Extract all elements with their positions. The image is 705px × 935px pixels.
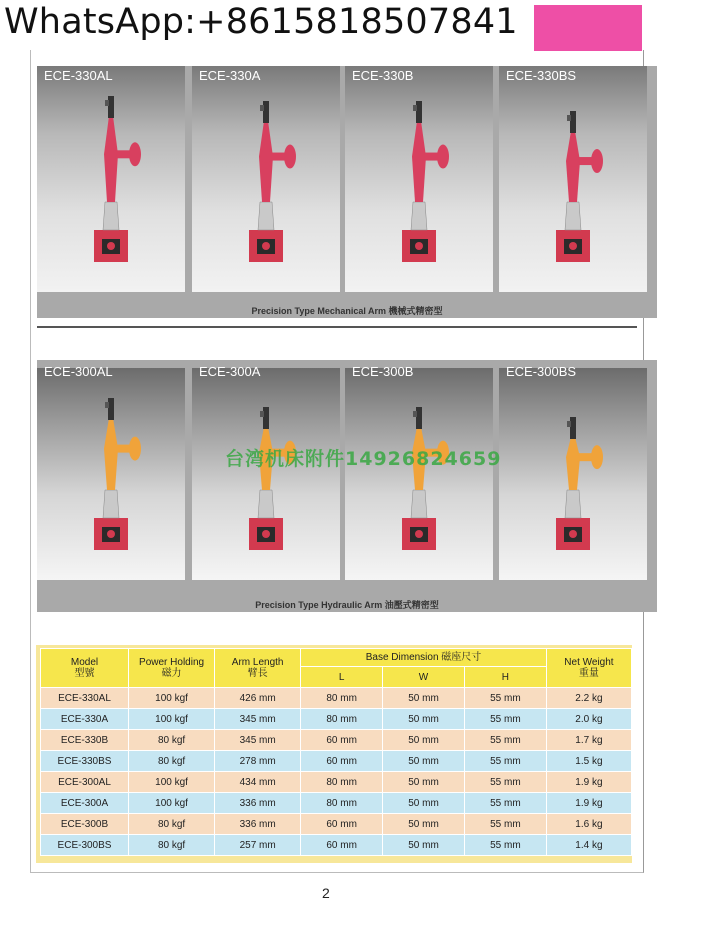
table-row bbox=[41, 751, 632, 772]
clamp-knob bbox=[129, 437, 141, 461]
header-arm-length bbox=[215, 649, 301, 688]
table-cell: 100 kgf bbox=[129, 709, 215, 730]
holder-screw bbox=[567, 421, 571, 427]
base-switch bbox=[107, 530, 115, 538]
seller-watermark: 台湾机床附件14926824659 bbox=[225, 448, 502, 470]
table-cell: 55 mm bbox=[464, 814, 546, 835]
magnetic-base-arm-illustration bbox=[37, 66, 185, 292]
header-base-w: W bbox=[383, 667, 465, 688]
product-panel bbox=[37, 364, 185, 580]
product-model-label: ECE-330A bbox=[199, 68, 261, 83]
indicator-holder bbox=[416, 101, 422, 123]
table-cell: 55 mm bbox=[464, 772, 546, 793]
table-cell: ECE-330BS bbox=[41, 751, 129, 772]
table-cell: 60 mm bbox=[301, 835, 383, 856]
arm-joint bbox=[567, 451, 579, 463]
header-power-holding bbox=[129, 649, 215, 688]
section-caption: Precision Type Mechanical Arm 機械式精密型 bbox=[251, 306, 443, 316]
indicator-holder bbox=[263, 407, 269, 429]
table-cell: 2.0 kg bbox=[546, 709, 631, 730]
product-panel bbox=[499, 364, 647, 580]
table-cell: ECE-300BS bbox=[41, 835, 129, 856]
product-panel bbox=[192, 364, 340, 580]
base-column bbox=[103, 202, 119, 230]
header-model-cn: 型號 bbox=[74, 668, 95, 679]
table-cell: 50 mm bbox=[383, 730, 465, 751]
table-cell: 2.2 kg bbox=[546, 688, 631, 709]
header-arm-cn: 臂長 bbox=[247, 668, 268, 679]
table-cell: 50 mm bbox=[383, 835, 465, 856]
table-cell: 55 mm bbox=[464, 751, 546, 772]
base-column bbox=[565, 202, 581, 230]
section-caption: Precision Type Hydraulic Arm 油壓式精密型 bbox=[255, 600, 439, 610]
table-cell: 60 mm bbox=[301, 814, 383, 835]
header-base-dimension: Base Dimension 磁座尺寸 bbox=[301, 649, 547, 667]
table-cell: 80 mm bbox=[301, 688, 383, 709]
mechanical-arm-section bbox=[37, 66, 657, 318]
base-column bbox=[258, 490, 274, 518]
table-row bbox=[41, 814, 632, 835]
base-column bbox=[258, 202, 274, 230]
table-cell: 55 mm bbox=[464, 688, 546, 709]
table-cell: ECE-330A bbox=[41, 709, 129, 730]
holder-screw bbox=[567, 115, 571, 121]
header-base-l: L bbox=[301, 667, 383, 688]
product-model-label: ECE-300B bbox=[352, 364, 414, 379]
table-cell: 80 mm bbox=[301, 709, 383, 730]
table-cell: 345 mm bbox=[215, 709, 301, 730]
arm-joint bbox=[413, 151, 425, 163]
table-cell: 100 kgf bbox=[129, 688, 215, 709]
header-power-en: Power Holding bbox=[139, 657, 205, 668]
arm-joint bbox=[567, 155, 579, 167]
clamp-knob bbox=[437, 145, 449, 169]
header-net-weight bbox=[546, 649, 631, 688]
base-column bbox=[411, 202, 427, 230]
magnetic-base-arm-illustration bbox=[499, 368, 647, 580]
base-column bbox=[411, 490, 427, 518]
indicator-holder bbox=[416, 407, 422, 429]
holder-screw bbox=[260, 105, 264, 111]
magnetic-base-arm-illustration bbox=[37, 368, 185, 580]
magnetic-base-arm-illustration bbox=[192, 66, 340, 292]
table-cell: 50 mm bbox=[383, 688, 465, 709]
product-panel bbox=[37, 66, 185, 292]
base-switch bbox=[262, 530, 270, 538]
table-cell: 100 kgf bbox=[129, 772, 215, 793]
table-cell: 345 mm bbox=[215, 730, 301, 751]
base-column bbox=[103, 490, 119, 518]
indicator-holder bbox=[108, 398, 114, 420]
table-cell: 1.5 kg bbox=[546, 751, 631, 772]
table-cell: 80 mm bbox=[301, 793, 383, 814]
holder-screw bbox=[260, 411, 264, 417]
arm-joint bbox=[105, 148, 117, 160]
product-model-label: ECE-330BS bbox=[506, 68, 577, 83]
table-cell: ECE-300B bbox=[41, 814, 129, 835]
product-model-label: ECE-300AL bbox=[44, 364, 113, 379]
product-panel bbox=[192, 66, 340, 292]
arm-body bbox=[566, 437, 580, 490]
table-cell: ECE-300A bbox=[41, 793, 129, 814]
clamp-knob bbox=[284, 145, 296, 169]
table-row bbox=[41, 730, 632, 751]
arm-joint bbox=[105, 443, 117, 455]
arm-joint bbox=[260, 151, 272, 163]
holder-screw bbox=[105, 402, 109, 408]
indicator-holder bbox=[570, 417, 576, 439]
clamp-knob bbox=[129, 142, 141, 166]
magnetic-base-arm-illustration bbox=[499, 66, 647, 292]
product-model-label: ECE-330AL bbox=[44, 68, 113, 83]
base-switch bbox=[569, 530, 577, 538]
table-cell: 434 mm bbox=[215, 772, 301, 793]
table-cell: 80 kgf bbox=[129, 730, 215, 751]
table-cell: 55 mm bbox=[464, 709, 546, 730]
base-switch bbox=[415, 242, 423, 250]
table-cell: 336 mm bbox=[215, 793, 301, 814]
magnetic-base-arm-illustration bbox=[345, 66, 493, 292]
hydraulic-arm-section bbox=[37, 360, 657, 612]
table-cell: 80 mm bbox=[301, 772, 383, 793]
specification-table bbox=[40, 648, 632, 856]
table-cell: ECE-330AL bbox=[41, 688, 129, 709]
header-weight-cn: 重量 bbox=[578, 668, 599, 679]
table-row bbox=[41, 709, 632, 730]
holder-screw bbox=[413, 105, 417, 111]
magnetic-base-arm-illustration bbox=[345, 368, 493, 580]
base-switch bbox=[569, 242, 577, 250]
specification-table-panel bbox=[36, 645, 632, 863]
table-cell: 60 mm bbox=[301, 730, 383, 751]
table-cell: 1.4 kg bbox=[546, 835, 631, 856]
table-cell: 55 mm bbox=[464, 835, 546, 856]
product-model-label: ECE-300A bbox=[199, 364, 261, 379]
indicator-holder bbox=[108, 96, 114, 118]
base-switch bbox=[107, 242, 115, 250]
product-panel bbox=[345, 364, 493, 580]
table-cell: 426 mm bbox=[215, 688, 301, 709]
section-divider bbox=[37, 326, 637, 328]
table-cell: 336 mm bbox=[215, 814, 301, 835]
table-cell: 1.9 kg bbox=[546, 793, 631, 814]
specification-table-body bbox=[41, 688, 632, 856]
table-cell: 50 mm bbox=[383, 709, 465, 730]
table-row bbox=[41, 772, 632, 793]
header-arm-en: Arm Length bbox=[231, 657, 284, 668]
table-cell: 278 mm bbox=[215, 751, 301, 772]
table-cell: 50 mm bbox=[383, 751, 465, 772]
table-cell: 60 mm bbox=[301, 751, 383, 772]
base-switch bbox=[415, 530, 423, 538]
clamp-knob bbox=[591, 149, 603, 173]
header-base-h: H bbox=[464, 667, 546, 688]
holder-screw bbox=[413, 411, 417, 417]
table-cell: 80 kgf bbox=[129, 814, 215, 835]
indicator-holder bbox=[263, 101, 269, 123]
whatsapp-contact: WhatsApp:+8615818507841 bbox=[4, 2, 518, 42]
table-cell: 50 mm bbox=[383, 814, 465, 835]
table-cell: 50 mm bbox=[383, 772, 465, 793]
table-cell: 80 kgf bbox=[129, 751, 215, 772]
header-power-cn: 磁力 bbox=[161, 668, 182, 679]
magnetic-base-arm-illustration bbox=[192, 368, 340, 580]
table-cell: 1.7 kg bbox=[546, 730, 631, 751]
table-cell: 80 kgf bbox=[129, 835, 215, 856]
table-cell: 1.9 kg bbox=[546, 772, 631, 793]
base-switch bbox=[262, 242, 270, 250]
header-model-en: Model bbox=[70, 657, 99, 668]
base-column bbox=[565, 490, 581, 518]
indicator-holder bbox=[570, 111, 576, 133]
holder-screw bbox=[105, 100, 109, 106]
table-cell: 1.6 kg bbox=[546, 814, 631, 835]
table-row bbox=[41, 835, 632, 856]
table-cell: 50 mm bbox=[383, 793, 465, 814]
pink-banner-block bbox=[534, 5, 642, 51]
table-cell: 55 mm bbox=[464, 793, 546, 814]
product-model-label: ECE-330B bbox=[352, 68, 414, 83]
product-panel bbox=[499, 66, 647, 292]
header-model bbox=[41, 649, 129, 688]
table-row bbox=[41, 688, 632, 709]
table-cell: 55 mm bbox=[464, 730, 546, 751]
table-cell: ECE-300AL bbox=[41, 772, 129, 793]
header-weight-en: Net Weight bbox=[564, 657, 614, 668]
product-model-label: ECE-300BS bbox=[506, 364, 577, 379]
table-cell: ECE-330B bbox=[41, 730, 129, 751]
table-cell: 100 kgf bbox=[129, 793, 215, 814]
clamp-knob bbox=[591, 445, 603, 469]
table-cell: 257 mm bbox=[215, 835, 301, 856]
table-row bbox=[41, 793, 632, 814]
product-panel bbox=[345, 66, 493, 292]
page-number: 2 bbox=[322, 885, 330, 901]
